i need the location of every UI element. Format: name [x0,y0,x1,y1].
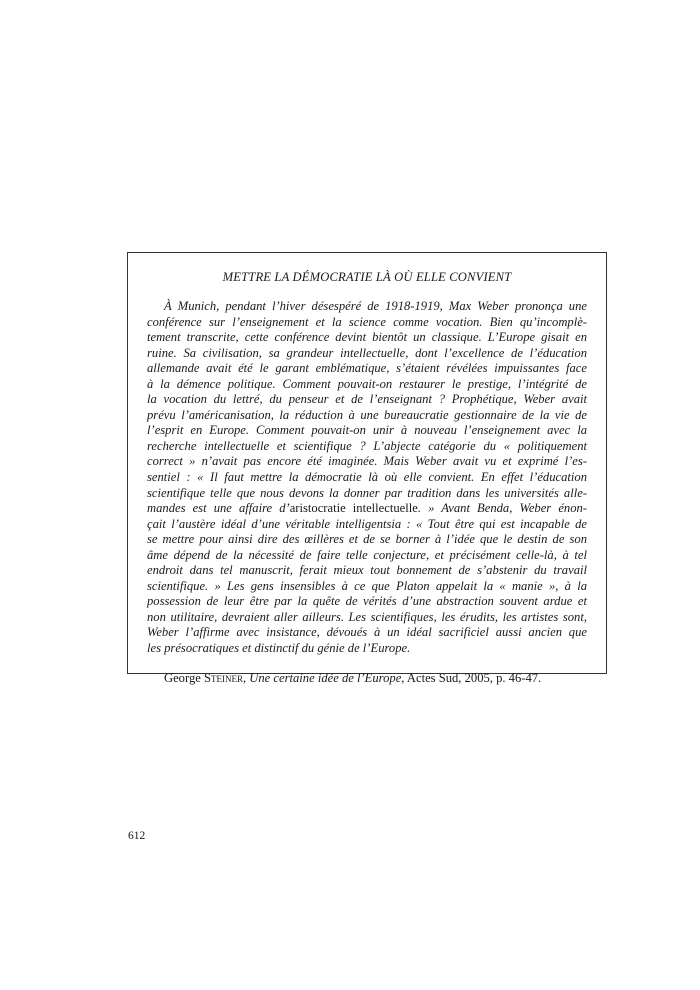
quote-line: scientifique telle que nous devons la donner par tradition dans les universités alle- [147,485,587,500]
quote-line: l’esprit en Europe. Comment pouvait-on unir à nouveau l’enseignement avec la [147,423,587,438]
quote-line: scientifique. » Les gens insensibles à ce que Platon appelait la « manie », à la [147,578,587,593]
quote-line: non utilitaire, devraient aller ailleurs. Les scientifiques, les érudits, les artistes sont, [147,609,587,624]
quote-line: prévu l’américanisation, la réduction à une bureaucratie gestionnaire de la vie de [147,407,587,422]
quote-line: la vocation du lettré, du penseur et de l’enseignant ? Prophétique, Weber avait [147,392,587,407]
quote-line: possession de leur être par la quête de vérités d’une abstraction souvent ardue et [147,594,587,609]
source-separator: , [242,670,250,685]
quote-line: correct » n’avait pas encore été imaginée. Mais Weber avait vu et exprimé l’es- [147,454,587,469]
quote-line: âme dépend de la nécessité de faire telle conjecture, et précisément celle-là, à tel [147,547,587,562]
quote-line: Weber l’affirme avec insistance, dévoués à un idéal sacrificiel aussi ancien que [147,625,587,640]
quote-line: à la démence politique. Comment pouvait-on restaurer le prestige, l’intégrité de [147,376,587,391]
quote-line: endroit dans tel manuscrit, ferait mieux tout bonnement de s’abstenir du travail [147,563,587,578]
book-title: Une certaine idée de l’Europe [249,670,402,685]
quote-line: tement transcrite, cette conférence devint bientôt un classique. L’Europe gisait en [147,330,587,345]
quote-line: se mettre pour ainsi dire des œillères et de se borner à l’idée que le destin de son [147,532,587,547]
quote-line: les présocratiques et distinctif du génie de l’Europe. [147,641,411,656]
quote-line: recherche intellectuelle et scientifique ? L’abjecte catégorie du « politiquement [147,438,587,453]
quote-box [127,252,607,685]
quote-line: allemande avait été le garant emblématique, s’étaient révélées impuissantes face [147,361,587,376]
quote-line: sentiel : « Il faut mettre la démocratie là où elle convient. En effet l’éducation [147,470,587,485]
quote-source [147,670,587,686]
publication-details: , Actes Sud, 2005, p. 46-47. [401,670,542,685]
emphasis-upright: aristocratie intellectuelle [289,501,418,516]
quote-line: ruine. Sa civilisation, sa grandeur intellectuelle, dont l’excellence de l’éducation [147,345,587,360]
quote-title: METTRE LA DÉMOCRATIE LÀ OÙ ELLE CONVIENT [222,270,512,284]
page-number: 612 [128,830,146,842]
quote-fragment: . » Avant Benda, Weber énon- [417,501,587,516]
quote-line: À Munich, pendant l’hiver désespéré de 1918-1919, Max Weber prononça une [164,299,587,313]
quote-line [147,501,587,517]
quote-text [147,299,587,657]
author-last-name: Steiner [203,670,243,685]
quote-line: conférence sur l’enseignement et la science comme vocation. Bien qu’incomplè- [147,314,587,329]
author-first-name: George [164,670,204,685]
quote-line: çait l’austère idéal d’une véritable intelligentsia : « Tout être qui est incapable de [147,516,587,531]
quote-fragment: mandes est une affaire d’ [147,501,290,516]
